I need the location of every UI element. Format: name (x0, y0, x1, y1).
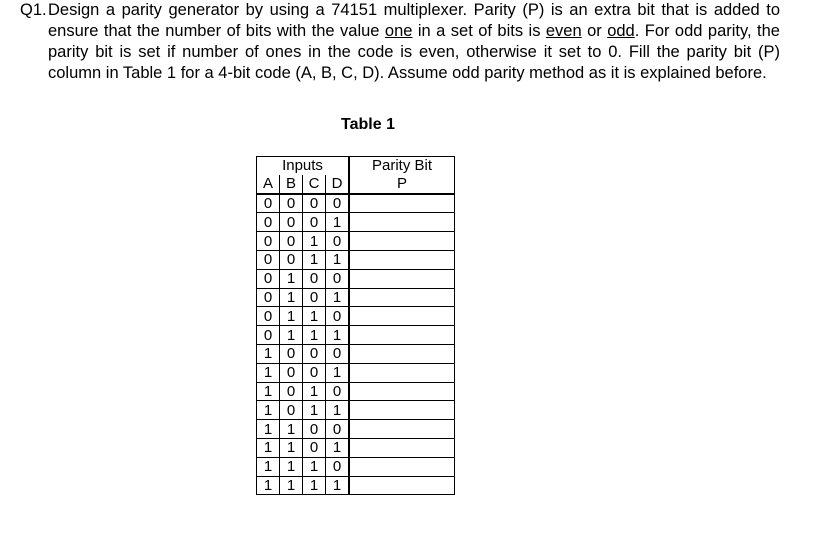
parity-cell[interactable] (349, 326, 455, 345)
bit-cell-a: 0 (257, 269, 280, 288)
parity-cell[interactable] (349, 457, 455, 476)
bit-cell-c: 0 (303, 344, 326, 363)
table-row (257, 250, 455, 269)
bit-cell-c: 0 (303, 438, 326, 457)
parity-cell[interactable] (349, 307, 455, 326)
bit-cell-a: 0 (257, 194, 280, 213)
parity-cell[interactable] (349, 194, 455, 213)
underlined-word: even (545, 22, 582, 40)
bit-cell-b: 1 (280, 438, 303, 457)
bit-cell-c: 0 (303, 194, 326, 213)
bit-cell-d: 0 (326, 269, 350, 288)
column-header-c: C (303, 175, 326, 194)
parity-cell[interactable] (349, 382, 455, 401)
question-row (20, 0, 780, 84)
parity-cell[interactable] (349, 438, 455, 457)
bit-cell-c: 1 (303, 401, 326, 420)
parity-cell[interactable] (349, 269, 455, 288)
bit-cell-b: 1 (280, 476, 303, 495)
parity-cell[interactable] (349, 344, 455, 363)
bit-cell-a: 1 (257, 476, 280, 495)
bit-cell-d: 0 (326, 232, 350, 251)
bit-cell-a: 1 (257, 420, 280, 439)
bit-cell-c: 0 (303, 213, 326, 232)
table-row (257, 457, 455, 476)
table-row (257, 288, 455, 307)
bit-cell-a: 1 (257, 457, 280, 476)
parity-cell[interactable] (349, 363, 455, 382)
bit-cell-c: 1 (303, 232, 326, 251)
bit-cell-b: 1 (280, 269, 303, 288)
table-row (257, 344, 455, 363)
bit-cell-a: 0 (257, 326, 280, 345)
bit-cell-b: 1 (280, 307, 303, 326)
bit-cell-d: 0 (326, 344, 350, 363)
question-text-segment: . For odd parity, the parity bit is set if number of ones in the code is even, otherwise it set to 0. Fill the parity bit (P) column in Table 1 for a 4-bit code (A, B, C, D). Assume odd parity method as it is explained before. (48, 22, 780, 82)
bit-cell-c: 1 (303, 457, 326, 476)
bit-cell-c: 1 (303, 476, 326, 495)
bit-cell-d: 1 (326, 326, 350, 345)
parity-cell[interactable] (349, 476, 455, 495)
truth-table (256, 156, 455, 495)
bit-cell-c: 0 (303, 269, 326, 288)
parity-cell[interactable] (349, 232, 455, 251)
table-header-group-row (257, 157, 455, 175)
bit-cell-d: 1 (326, 250, 350, 269)
table-row (257, 213, 455, 232)
bit-cell-c: 1 (303, 326, 326, 345)
column-header-b: B (280, 175, 303, 194)
bit-cell-a: 0 (257, 250, 280, 269)
bit-cell-a: 0 (257, 288, 280, 307)
question-text-segment: or (581, 22, 608, 40)
bit-cell-b: 0 (280, 363, 303, 382)
bit-cell-c: 0 (303, 288, 326, 307)
bit-cell-d: 0 (326, 194, 350, 213)
bit-cell-b: 0 (280, 194, 303, 213)
question (20, 0, 780, 84)
bit-cell-a: 0 (257, 213, 280, 232)
table-row (257, 401, 455, 420)
bit-cell-d: 0 (326, 420, 350, 439)
table-column-names-row (257, 175, 455, 194)
parity-cell[interactable] (349, 250, 455, 269)
bit-cell-b: 0 (280, 344, 303, 363)
column-header-p: P (349, 175, 455, 194)
bit-cell-a: 1 (257, 363, 280, 382)
column-header-a: A (257, 175, 280, 194)
bit-cell-c: 1 (303, 307, 326, 326)
bit-cell-d: 1 (326, 213, 350, 232)
bit-cell-d: 1 (326, 288, 350, 307)
table-row (257, 269, 455, 288)
bit-cell-c: 1 (303, 382, 326, 401)
bit-cell-b: 1 (280, 288, 303, 307)
bit-cell-a: 0 (257, 232, 280, 251)
question-text-segment: in a set of bits is (412, 22, 546, 40)
inputs-header: Inputs (257, 157, 350, 175)
bit-cell-b: 1 (280, 457, 303, 476)
bit-cell-d: 0 (326, 457, 350, 476)
bit-cell-c: 0 (303, 363, 326, 382)
table-row (257, 420, 455, 439)
bit-cell-a: 1 (257, 344, 280, 363)
table-row (257, 326, 455, 345)
column-header-d: D (326, 175, 350, 194)
table-row (257, 363, 455, 382)
parity-cell[interactable] (349, 288, 455, 307)
bit-cell-c: 0 (303, 420, 326, 439)
bit-cell-b: 0 (280, 232, 303, 251)
bit-cell-d: 1 (326, 363, 350, 382)
table-row (257, 476, 455, 495)
bit-cell-b: 1 (280, 420, 303, 439)
bit-cell-b: 1 (280, 326, 303, 345)
bit-cell-d: 1 (326, 401, 350, 420)
bit-cell-a: 0 (257, 307, 280, 326)
bit-cell-c: 1 (303, 250, 326, 269)
bit-cell-d: 0 (326, 382, 350, 401)
bit-cell-b: 0 (280, 401, 303, 420)
underlined-word: odd (607, 22, 635, 40)
bit-cell-b: 0 (280, 213, 303, 232)
table-row (257, 438, 455, 457)
bit-cell-a: 1 (257, 401, 280, 420)
bit-cell-d: 0 (326, 307, 350, 326)
bit-cell-d: 1 (326, 476, 350, 495)
table-row (257, 194, 455, 213)
question-text-segment: Design a parity generator by using a 74151 multiplexer. Parity (P) is an extra bit that is added to ensure that the number of bits with the value (48, 1, 780, 40)
bit-cell-a: 1 (257, 438, 280, 457)
bit-cell-a: 1 (257, 382, 280, 401)
table-row (257, 232, 455, 251)
question-text (48, 0, 780, 84)
parity-header: Parity Bit (349, 157, 455, 175)
underlined-word: one (384, 22, 413, 40)
table-title: Table 1 (341, 116, 395, 133)
table-row (257, 382, 455, 401)
bit-cell-b: 0 (280, 382, 303, 401)
parity-cell[interactable] (349, 420, 455, 439)
bit-cell-d: 1 (326, 438, 350, 457)
table-row (257, 307, 455, 326)
parity-cell[interactable] (349, 213, 455, 232)
question-number: Q1. (20, 1, 47, 19)
parity-cell[interactable] (349, 401, 455, 420)
bit-cell-b: 0 (280, 250, 303, 269)
